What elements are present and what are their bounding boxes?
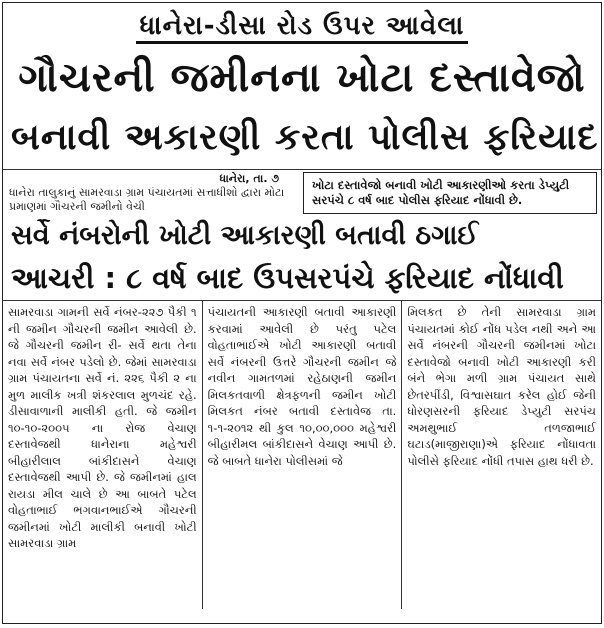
intro-text: ધાનેરા તાલુકાનું સામરવાડા ગ્રામ પંચાયતમાં સત્તાધીશો દ્વારા મોટા પ્રમાણમાં ગૌચરની જમીનો વેચી (9, 186, 285, 213)
news-clipping (2, 2, 602, 624)
subheadline-line-2: આચરી : ૮ વર્ષ બાદ ઉપસરપંચે ફરિયાદ નોંધાવી (11, 261, 564, 295)
body-column-3 (401, 301, 601, 609)
intro-block (3, 170, 303, 216)
kicker-line (3, 7, 601, 45)
headline-line-2: બનાવી અકારણી કરતા પોલીસ ફરિયાદ (11, 117, 599, 158)
body-column-2-text: પંચાયતની આકારણી બતાવી આકારણી કરવામાં આવેલી છે પરંતુ પટેલ વોહતાભાઈએ ખોટી આકારણી બતાવી સર્વે નંબરની ઉત્તરે ગૌચરની જમીન જે નવીન ગામતળમાં રહેઠાણની જમીન મિલકતવાળી ક્ષેત્રફળની જમીન ખોટી મિલકત નંબર બતાવી દસ્તાવેજ તા. ૧-૧-૨૦૧૨ થી કુલ ૧૦,૦૦,૦૦૦ મહેશ્વરી બીહારીમલ બાંકીદાસને વેચાણ આપી છે. જે બાબતે ધાનેરા પોલીસમાં જે (207, 305, 397, 468)
body-columns (3, 300, 601, 609)
summary-box: ખોટા દસ્તાવેજો બનાવી ખોટી આકારણીઓ કરતા ડેપ્યુટી સરપંચે ૮ વર્ષ બાદ પોલીસ ફરિયાદ નોંધાવી છે. (303, 172, 597, 214)
body-column-2 (202, 301, 402, 609)
body-column-3-text: મિલકત છે તેની સામરવાડા ગ્રામ પંચાયતમાં કોઈ નોંધ પડેલ નથી અને આ સર્વે નંબરની ગૌચરની જમીનમાં ખોટા દસ્તાવેજો બનાવી ખોટી આકારણી કરી બંને ભેગા મળી ગ્રામ પંચાયત સાથે છેતરપીંડી, વિશ્વાસઘાત કરેલ હોઈ જેની ધોરણસરની ફરિયાદ ડેપ્યુટી સરપંચ અમથુભાઈ તળજાભાઈ ઘટાડ(માજીરાણા)એ ફરિયાદ નોંધાવતા પોલીસે ફરિયાદ નોંધી તપાસ હાથ ધરી છે. (407, 305, 597, 468)
kicker-text: ધાનેરા-ડીસા રોડ ઉપર આવેલા (136, 11, 469, 44)
dateline: ધાનેરા, તા. ૭ (219, 172, 279, 185)
subheadline-line-1: સર્વે નંબરોની ખોટી આકારણી બતાવી ઠગાઈ (11, 220, 479, 251)
body-column-1 (3, 301, 202, 609)
headline-line-1: ગૌચરની જમીનના ખોટા દસ્તાવેજો (18, 55, 586, 101)
body-column-1-text: સામરવાડા ગામની સર્વે નંબર-૨૨૭ પૈકી ૧ ની જમીન ગૌચરની જમીન આવેલી છે. જે ગૌચરની જમીન રી- સર્વે થતા તેના નવા સર્વે નંબર પડેલો છે. જેમાં સામરવાડા ગ્રામ પંચાયતના સર્વે નં. ૨૨૬ પૈકી ૨ ના મુળ માલીક ખત્રી શંકરલાલ મુળચંદ રહે. ડીસાવાળાની માલીકી હતી. જે જમીન ૧૦-૧૦-૨૦૦૫ ના રોજ વેચાણ દસ્તાવેજથી ધાનેરાના મહેશ્વરી બીહારીલાલ બાંકીદાસને વેચાણ દસ્તાવેજથી આપી છે. જે જમીનમાં હાલ રાયડા મીલ ચાલે છે આ બાબતે પટેલ વોહતાભાઈ ભગવાનભાઈએ ગૌચરની જમીનમાં ખોટી માલીકી બનાવી ખોટી સામરવાડા ગ્રામ (8, 305, 197, 550)
intro-row (3, 169, 601, 216)
